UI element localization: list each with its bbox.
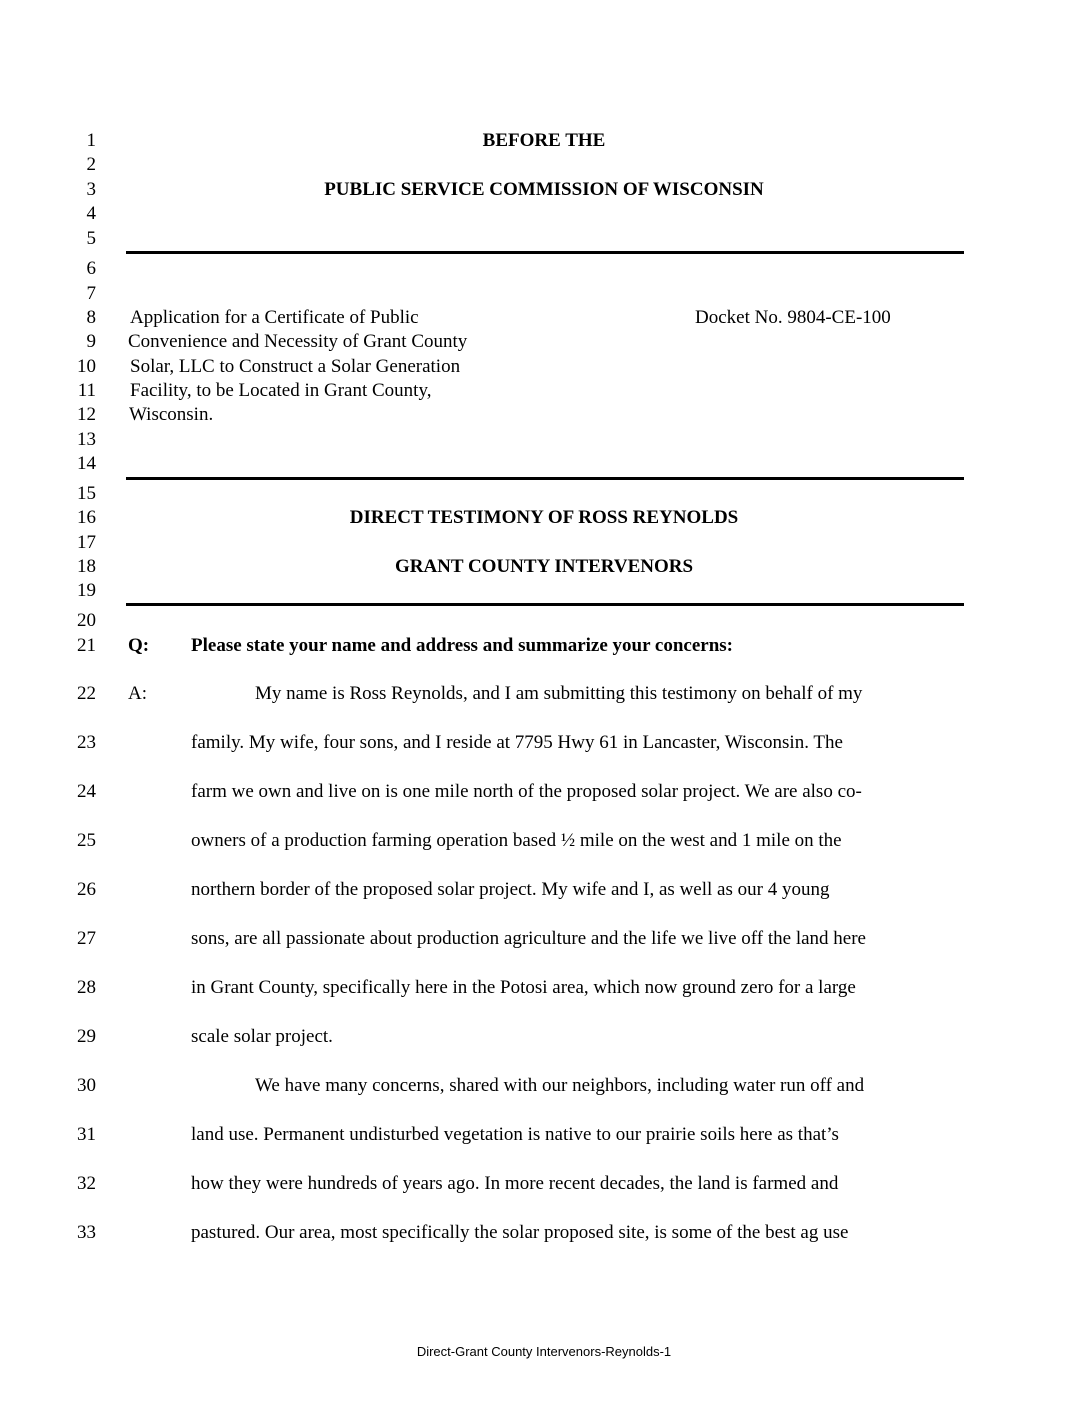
line-number: 14 xyxy=(77,453,96,474)
answer-line: farm we own and live on is one mile north of the proposed solar project. We are also co- xyxy=(191,781,862,802)
line-number: 23 xyxy=(77,732,96,753)
line-number: 28 xyxy=(77,977,96,998)
answer-line: scale solar project. xyxy=(191,1026,333,1047)
answer-line: how they were hundreds of years ago. In more recent decades, the land is farmed and xyxy=(191,1173,839,1194)
caption-line: Application for a Certificate of Public xyxy=(130,307,419,328)
header-before-the: BEFORE THE xyxy=(482,130,606,151)
line-number: 24 xyxy=(77,781,96,802)
line-number: 20 xyxy=(77,610,96,631)
line-number: 32 xyxy=(77,1173,96,1194)
answer-line: owners of a production farming operation based ½ mile on the west and 1 mile on the xyxy=(191,830,842,851)
line-number: 12 xyxy=(77,404,96,425)
line-number: 2 xyxy=(86,154,96,175)
answer-label: A: xyxy=(128,683,147,704)
answer-line: We have many concerns, shared with our neighbors, including water run off and xyxy=(255,1075,865,1096)
caption-line: Facility, to be Located in Grant County, xyxy=(130,380,432,401)
header-commission-name: PUBLIC SERVICE COMMISSION OF WISCONSIN xyxy=(324,179,764,200)
answer-line: My name is Ross Reynolds, and I am submitting this testimony on behalf of my xyxy=(255,683,863,704)
caption-line: Convenience and Necessity of Grant County xyxy=(128,331,468,352)
answer-line: northern border of the proposed solar project. My wife and I, as well as our 4 young xyxy=(191,879,830,900)
answer-line: in Grant County, specifically here in the Potosi area, which now ground zero for a large xyxy=(191,977,856,998)
line-number: 9 xyxy=(86,331,96,352)
line-number: 33 xyxy=(77,1222,96,1243)
line-number: 26 xyxy=(77,879,96,900)
divider-rule xyxy=(126,251,964,254)
line-number: 3 xyxy=(86,179,96,200)
line-number: 19 xyxy=(77,580,96,601)
line-number: 17 xyxy=(77,532,96,553)
line-number: 5 xyxy=(86,228,96,249)
line-number: 13 xyxy=(77,429,96,450)
answer-line: family. My wife, four sons, and I reside at 7795 Hwy 61 in Lancaster, Wisconsin. The xyxy=(191,732,843,753)
line-number: 16 xyxy=(77,507,96,528)
line-number: 30 xyxy=(77,1075,96,1096)
page-footer: Direct-Grant County Intervenors-Reynolds-1 xyxy=(416,1344,672,1359)
testimony-party: GRANT COUNTY INTERVENORS xyxy=(394,556,694,577)
answer-line: pastured. Our area, most specifically the solar proposed site, is some of the best ag use xyxy=(191,1222,849,1243)
line-number: 21 xyxy=(77,635,96,656)
line-number: 18 xyxy=(77,556,96,577)
answer-line: land use. Permanent undisturbed vegetation is native to our prairie soils here as that’s xyxy=(191,1124,839,1145)
line-number: 6 xyxy=(86,258,96,279)
line-number: 1 xyxy=(86,130,96,151)
line-number: 29 xyxy=(77,1026,96,1047)
line-number: 10 xyxy=(77,356,96,377)
question-text: Please state your name and address and summarize your concerns: xyxy=(191,635,734,656)
line-number: 25 xyxy=(77,830,96,851)
divider-rule xyxy=(126,603,964,606)
caption-line: Wisconsin. xyxy=(129,404,214,425)
answer-line: sons, are all passionate about production agriculture and the life we live off the land here xyxy=(191,928,866,949)
line-number: 8 xyxy=(86,307,96,328)
caption-line: Solar, LLC to Construct a Solar Generation xyxy=(130,356,461,377)
line-number: 7 xyxy=(86,283,96,304)
testimony-title: DIRECT TESTIMONY OF ROSS REYNOLDS xyxy=(349,507,739,528)
docket-number: Docket No. 9804-CE-100 xyxy=(695,307,891,328)
line-number: 27 xyxy=(77,928,96,949)
line-number: 11 xyxy=(77,380,96,401)
line-number: 22 xyxy=(77,683,96,704)
line-number: 15 xyxy=(77,483,96,504)
line-number: 4 xyxy=(86,203,96,224)
line-number: 31 xyxy=(77,1124,96,1145)
question-label: Q: xyxy=(128,635,150,656)
divider-rule xyxy=(126,477,964,480)
